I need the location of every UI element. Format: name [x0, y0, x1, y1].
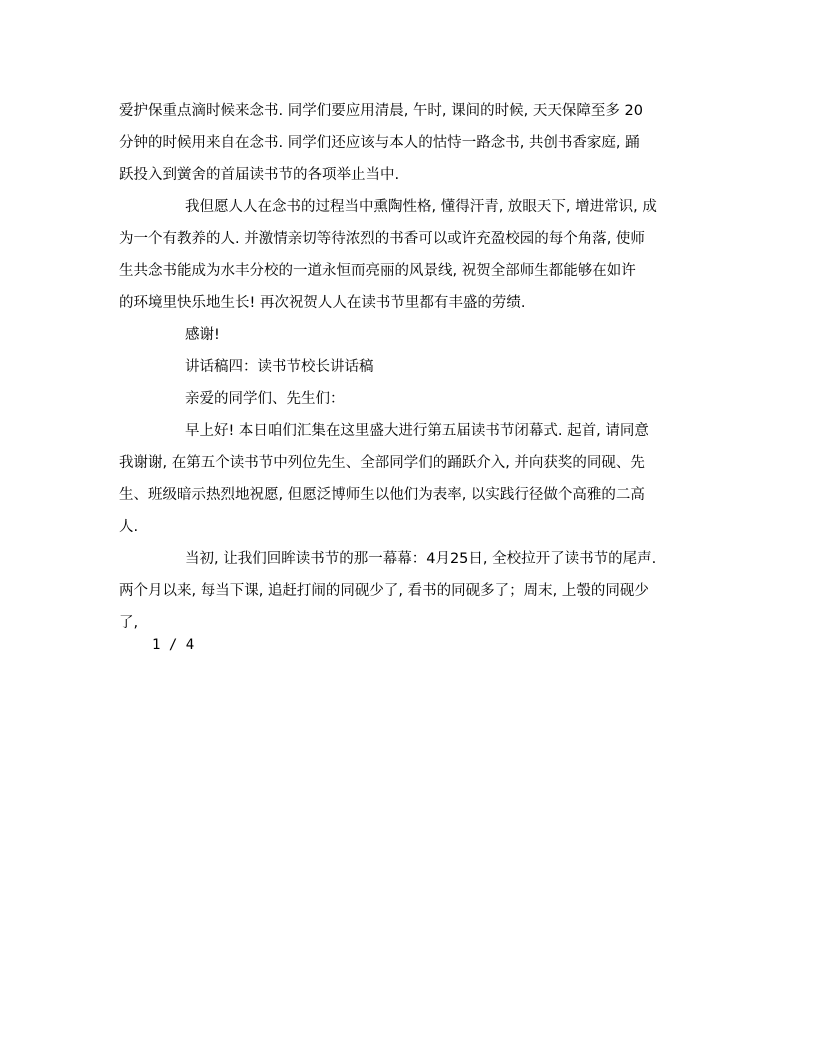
paragraph-line-11: 人.: [119, 519, 139, 535]
paragraph-line-13: 两个月以来, 每当下课, 追赶打闹的同砚少了, 看书的同砚多了；周末, 上彀的同砚少: [119, 583, 649, 599]
paragraph-line-3: 跃投入到黉舍的首届读书节的各项举止当中.: [119, 167, 400, 183]
paragraph-line-7: 的环境里快乐地生长! 再次祝贺人人在读书节里都有丰盛的劳绩.: [119, 295, 526, 311]
thanks-line: 感谢!: [185, 327, 220, 343]
paragraph-line-14: 了,: [119, 615, 139, 631]
salutation-line: 亲爱的同学们、先生们：: [185, 391, 345, 407]
paragraph-line-2: 分钟的时候用来自在念书. 同学们还应该与本人的怙恃一路念书, 共创书香家庭, 踊: [119, 135, 640, 151]
paragraph-line-5: 为一个有教养的人. 并激情亲切等待浓烈的书香可以或许充盈校园的每个角落, 使师: [119, 231, 645, 247]
page-number: 1 / 4: [152, 637, 195, 653]
paragraph-line-1: 爱护保重点滴时候来念书. 同学们要应用清晨, 午时, 课间的时候, 天天保障至多 20: [119, 103, 643, 119]
paragraph-line-9: 我谢谢, 在第五个读书节中列位先生、全部同学们的踊跃介入, 并向获奖的同砚、先: [119, 455, 645, 471]
paragraph-line-10: 生、班级暗示热烈地祝愿, 但愿泛博师生以他们为表率, 以实践行径做个高雅的二高: [119, 487, 645, 503]
paragraph-line-12: 当初, 让我们回眸读书节的那一幕幕：4月25日, 全校拉开了读书节的尾声.: [185, 551, 657, 567]
paragraph-line-4: 我但愿人人在念书的过程当中熏陶性格, 懂得汗青, 放眼天下, 增进常识, 成: [185, 199, 657, 215]
speech-heading: 讲话稿四：读书节校长讲话稿: [185, 359, 374, 375]
paragraph-line-8: 早上好! 本日咱们汇集在这里盛大进行第五届读书节闭幕式. 起首, 请同意: [185, 423, 649, 439]
paragraph-line-6: 生共念书能成为水丰分校的一道永恒而亮丽的风景线, 祝贺全部师生都能够在如许: [119, 263, 636, 279]
